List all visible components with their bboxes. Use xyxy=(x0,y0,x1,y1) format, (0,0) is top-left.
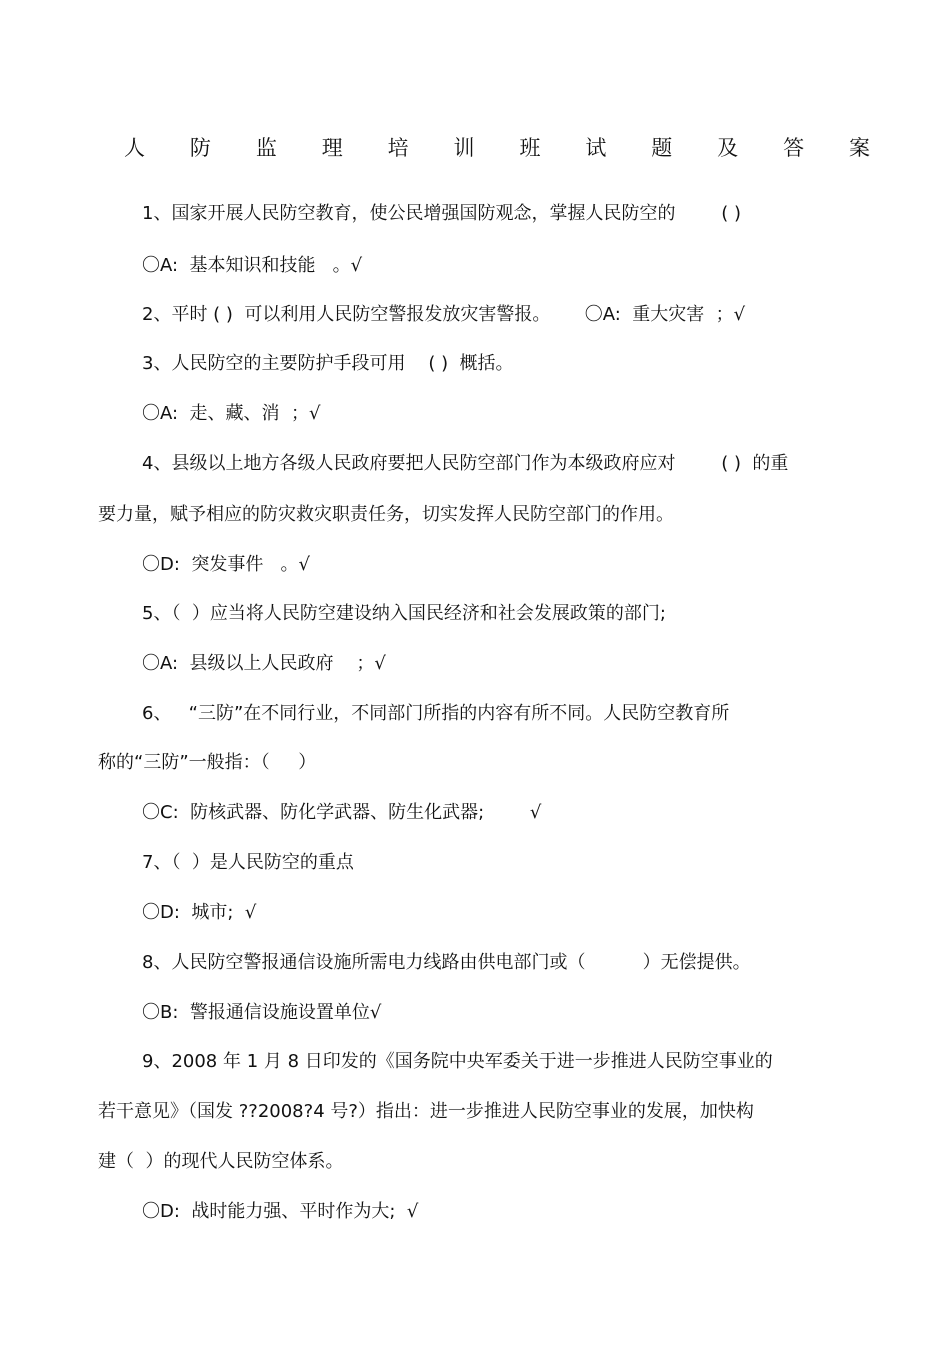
question-8: 8、人民防空警报通信设施所需电力线路由供电部门或（ ）无偿提供。 xyxy=(142,952,751,973)
answer-1: 〇A: 基本知识和技能 。√ xyxy=(142,255,363,276)
question-4-cont: 要力量，赋予相应的防灾救灾职责任务，切实发挥人民防空部门的作用。 xyxy=(98,504,674,525)
title-char: 培 xyxy=(387,136,409,160)
question-2-with-answer: 2、平时 ( ) 可以利用人民防空警报发放灾害警报。 〇A: 重大灾害 ；√ xyxy=(142,304,746,325)
title-char: 题 xyxy=(651,136,673,160)
answer-6: 〇C: 防核武器、防化学武器、防生化武器; √ xyxy=(142,802,542,823)
question-7: 7、（ ）是人民防空的重点 xyxy=(142,852,354,873)
title-char: 及 xyxy=(717,136,739,160)
question-6: 6、 “三防”在不同行业，不同部门所指的内容有所不同。人民防空教育所 xyxy=(142,703,730,724)
answer-5: 〇A: 县级以上人民政府 ；√ xyxy=(142,653,386,674)
answer-9: 〇D: 战时能力强、平时作为大; √ xyxy=(142,1201,419,1222)
title-char: 试 xyxy=(585,136,607,160)
title-char: 训 xyxy=(453,136,475,160)
answer-3: 〇A: 走、藏、消 ；√ xyxy=(142,403,321,424)
question-9-cont-2: 建（ ）的现代人民防空体系。 xyxy=(98,1151,344,1172)
question-5: 5、（ ）应当将人民防空建设纳入国民经济和社会发展政策的部门; xyxy=(142,603,666,624)
title-char: 防 xyxy=(189,136,211,160)
title-char: 人 xyxy=(124,136,145,160)
answer-8: 〇B: 警报通信设施设置单位√ xyxy=(142,1002,382,1023)
question-1: 1、国家开展人民防空教育，使公民增强国防观念，掌握人民防空的 ( ) xyxy=(142,203,741,224)
answer-4: 〇D: 突发事件 。√ xyxy=(142,554,311,575)
question-9-cont: 若干意见》（国发 ??2008?4 号?）指出：进一步推进人民防空事业的发展，加快构 xyxy=(98,1101,754,1122)
question-6-cont: 称的“三防”一般指：（ ） xyxy=(98,752,317,773)
title-char: 班 xyxy=(519,136,541,160)
question-4: 4、县级以上地方各级人民政府要把人民防空部门作为本级政府应对 ( ) 的重 xyxy=(142,453,789,474)
answer-7: 〇D: 城市; √ xyxy=(142,902,257,923)
title-char: 答 xyxy=(783,136,805,160)
title-char: 案 xyxy=(848,136,870,160)
question-9: 9、2008 年 1 月 8 日印发的《国务院中央军委关于进一步推进人民防空事业的 xyxy=(142,1051,773,1072)
question-3: 3、人民防空的主要防护手段可用 ( ) 概括。 xyxy=(142,353,514,374)
title-char: 理 xyxy=(321,136,343,160)
title-char: 监 xyxy=(255,136,277,160)
document-title xyxy=(124,132,870,162)
